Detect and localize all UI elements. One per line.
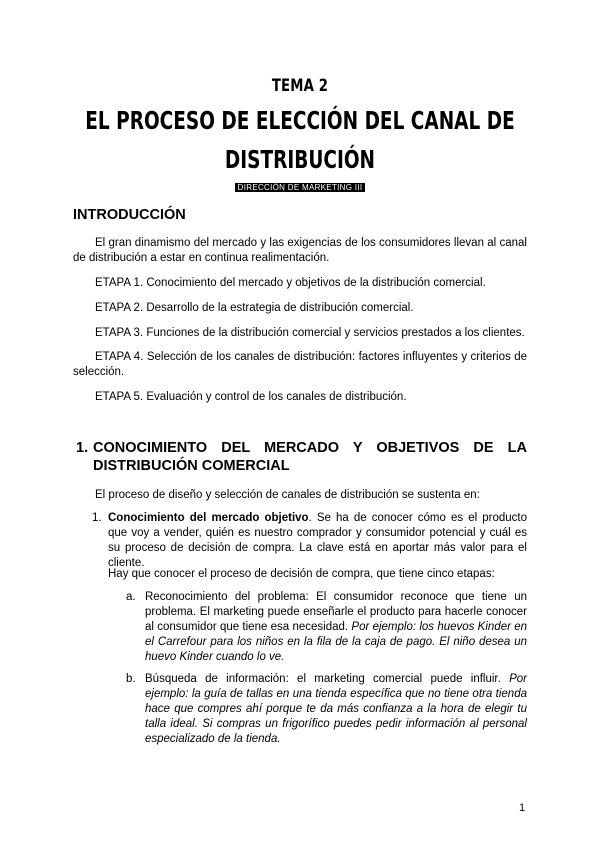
intro-paragraph: El gran dinamismo del mercado y las exigencias de los consumidores llevan al canal de distribución a estar en continua realimentación. [73, 237, 527, 264]
subject-badge [0, 177, 600, 195]
sub-a-example: Por ejemplo: los huevos Kinder en el Carrefour para los niños en la fila de la caja de pago. El niño desea un huevo Kinder cuando lo ve. [145, 621, 528, 663]
page-number: 1 [519, 802, 526, 814]
etapa-1: ETAPA 1. Conocimiento del mercado y objetivos de la distribución comercial. [95, 277, 486, 289]
item-text: . Se ha de conocer cómo es el producto que voy a vender, quién es nuestro comprador y consumidor potencial y cuál es su proceso de decisión de compra. La clave está en aportar más valor para el cliente. [108, 512, 528, 569]
section-intro: El proceso de diseño y selección de canales de distribución se sustenta en: [95, 489, 480, 501]
sub-a-text: Reconocimiento del problema: El consumidor reconoce que tiene un problema. El marketing puede enseñarle el producto para hacerle conocer al consumidor que tiene esa necesidad. [145, 591, 527, 633]
sub-marker-b: b. [126, 673, 136, 685]
section-heading-line-1: CONOCIMIENTO DEL MERCADO Y OBJETIVOS DE LA [93, 440, 527, 456]
etapa-4: ETAPA 4. Selección de los canales de distribución: factores influyentes y criterios de selección. [73, 351, 527, 378]
etapa-5: ETAPA 5. Evaluación y control de los canales de distribución. [95, 391, 407, 403]
list-item-1 [73, 511, 527, 571]
sub-item-b [73, 672, 527, 747]
section-heading-introduction: INTRODUCCIÓN [73, 207, 186, 223]
list-marker: 1. [92, 512, 102, 524]
stages-intro: Hay que conocer el proceso de decisión de compra, que tiene cinco etapas: [108, 568, 495, 580]
etapa-2: ETAPA 2. Desarrollo de la estrategia de distribución comercial. [95, 302, 414, 314]
section-heading-1 [73, 439, 527, 475]
sub-marker-a: a. [126, 591, 136, 603]
item-bold-term: Conocimiento del mercado objetivo [108, 512, 309, 524]
section-heading-line-2: DISTRIBUCIÓN COMERCIAL [93, 458, 290, 474]
topic-number: TEMA 2 [271, 76, 329, 96]
subject-label: DIRECCIÓN DE MARKETING III [235, 183, 366, 192]
section-number: 1. [76, 440, 89, 456]
document-title-line-1: EL PROCESO DE ELECCIÓN DEL CANAL DE [85, 106, 515, 135]
sub-item-a [73, 590, 527, 665]
etapa-3: ETAPA 3. Funciones de la distribución comercial y servicios prestados a los clientes. [95, 327, 525, 339]
sub-b-example: Por ejemplo: la guía de tallas en una tienda específica que no tiene otra tienda hace que compres ahí porque te da más confianza a la hora de elegir tu talla ideal. Si compras un frigorífico puedes pedir información al personal especializado de la tienda. [145, 673, 527, 745]
sub-b-text: Búsqueda de información: el marketing comercial puede influir. [145, 673, 501, 685]
document-title-line-2: DISTRIBUCIÓN [224, 145, 376, 174]
